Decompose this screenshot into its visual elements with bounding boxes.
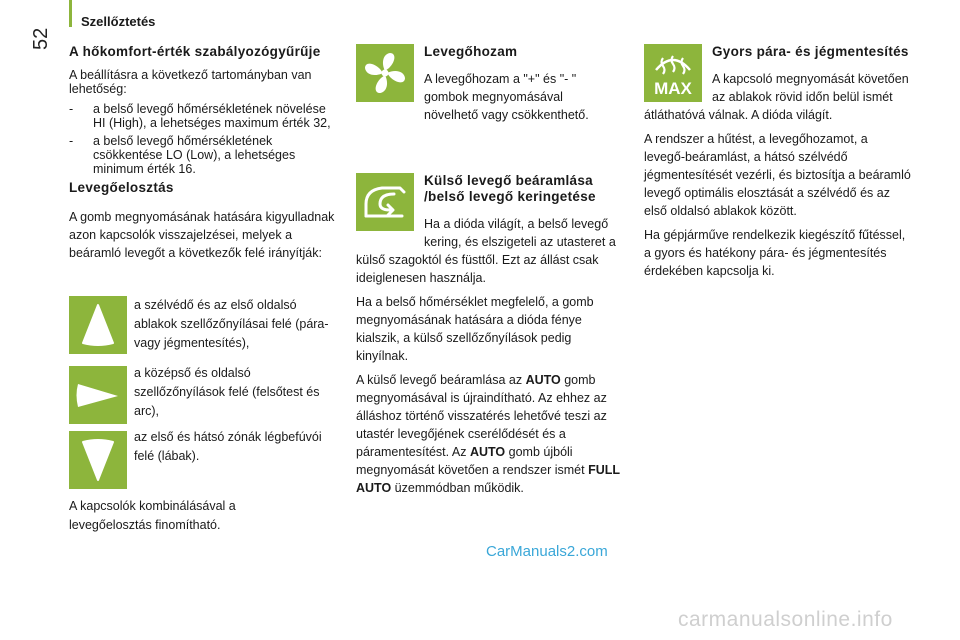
distribution-item-face: a középső és oldalsó szellőzőnyílások felé (felsőtest és arc), <box>134 366 320 418</box>
temperature-item-text: a belső levegő hőmérsékletének növelése HI (High), a lehetséges maximum érték 32, <box>93 102 331 130</box>
face-arrow-icon <box>76 380 120 410</box>
section-title: Szellőztetés <box>81 14 156 29</box>
temperature-item-lo <box>69 134 341 176</box>
auto-keyword: AUTO <box>469 445 506 459</box>
recirculation-p3-text: A külső levegő beáramlása az <box>356 373 523 387</box>
distribution-outro: A kapcsolók kombinálásával a levegőelosztás finomítható. <box>69 499 236 532</box>
temperature-item-text: a belső levegő hőmérsékletének csökkentése LO (Low), a lehetséges minimum érték 16. <box>93 134 296 176</box>
recirculation-p3-text: üzemmódban működik. <box>394 481 524 495</box>
recirculation-heading: Külső levegő beáramlása /belső levegő keringetése <box>424 173 596 204</box>
watermark-carmanualsonline: carmanualsonline.info <box>678 608 893 631</box>
recirculation-p3-text: gomb megnyomásával is újraindítható. Az ehhez az álláshoz történő visszatérés lehetővé teszi az utastér levegőjének cserélődését és a páramentesítést. Az <box>356 373 607 459</box>
full-auto-keyword: FULL AUTO <box>356 463 620 495</box>
temperature-item-hi <box>69 102 341 130</box>
recirculation-p3-text: gomb újbóli megnyomását követően a rendszer ismét <box>356 445 585 477</box>
watermark-carmanuals2[interactable]: CarManuals2.com <box>486 543 608 560</box>
recirculation-button[interactable] <box>356 173 414 231</box>
airflow-heading: Levegőhozam <box>424 44 518 59</box>
page-number: 52 <box>30 27 52 50</box>
distribution-item-windscreen: a szélvédő és az első oldalsó ablakok szellőzőnyílásai felé (pára- vagy jégmentesítés), <box>134 298 329 350</box>
temperature-intro: A beállításra a következő tartományban van lehetőség: <box>69 68 312 96</box>
distribution-heading: Levegőelosztás <box>69 180 174 195</box>
airflow-text: A levegőhozam a "+" és "- " gombok megnyomásával növelhető vagy csökkenthető. <box>424 72 589 122</box>
airflow-button[interactable] <box>356 44 414 102</box>
defrost-max-icon <box>650 48 696 98</box>
max-defrost-button[interactable] <box>644 44 702 102</box>
temperature-dial-heading: A hőkomfort-érték szabályozógyűrűje <box>69 44 321 59</box>
feet-arrow-icon <box>81 438 115 482</box>
max-defrost-p2: A rendszer a hűtést, a levegőhozamot, a levegő-beáramlást, a hátsó szélvédő jégmentesítését vezérli, és biztosítja a beáramló levegő optimális elosztását a szélvédő és az első oldalsó ablakok között. <box>644 132 911 218</box>
max-defrost-p3: Ha gépjárműve rendelkezik kiegészítő fűtéssel, a gyors és hatékony pára- és jégmentesítés érdekében kapcsolja ki. <box>644 228 906 278</box>
recirculation-p2: Ha a belső hőmérséklet megfelelő, a gomb megnyomásának hatására a dióda fénye kialszik, a külső szellőzőnyílások pedig kinyílnak. <box>356 295 594 363</box>
list-dash: - <box>69 134 74 148</box>
distribution-item-feet: az első és hátsó zónák légbefúvói felé (lábak). <box>134 430 322 463</box>
face-vent-button[interactable] <box>69 366 127 424</box>
feet-vent-button[interactable] <box>69 431 127 489</box>
max-defrost-heading: Gyors pára- és jégmentesítés <box>712 44 909 59</box>
recirculation-p3 <box>356 371 626 497</box>
distribution-intro: A gomb megnyomásának hatására kigyulladnak azon kapcsolók visszajelzései, melyek a beáramló levegőt a következők felé irányítják: <box>69 210 335 260</box>
max-label: MAX <box>654 79 692 98</box>
header-accent-bar <box>69 0 72 27</box>
max-defrost-section <box>644 44 912 286</box>
recirculation-icon <box>362 182 408 222</box>
recirculation-p1: Ha a dióda világít, a belső levegő kering, és elszigeteli az utasteret a külső szagoktól és füsttől. Ezt az állást csak ideiglenesen használja. <box>356 217 616 285</box>
column-temperature-distribution <box>69 44 341 268</box>
fan-icon <box>363 51 407 95</box>
recirculation-section <box>356 173 626 503</box>
auto-keyword: AUTO <box>525 373 561 387</box>
max-defrost-p1: A kapcsoló megnyomását követően az ablakok rövid időn belül ismét átláthatóvá válnak. A dióda világít. <box>644 72 909 122</box>
windscreen-button[interactable] <box>69 296 127 354</box>
list-dash: - <box>69 102 74 116</box>
airflow-section <box>424 44 614 130</box>
windscreen-arrow-icon <box>81 303 115 347</box>
